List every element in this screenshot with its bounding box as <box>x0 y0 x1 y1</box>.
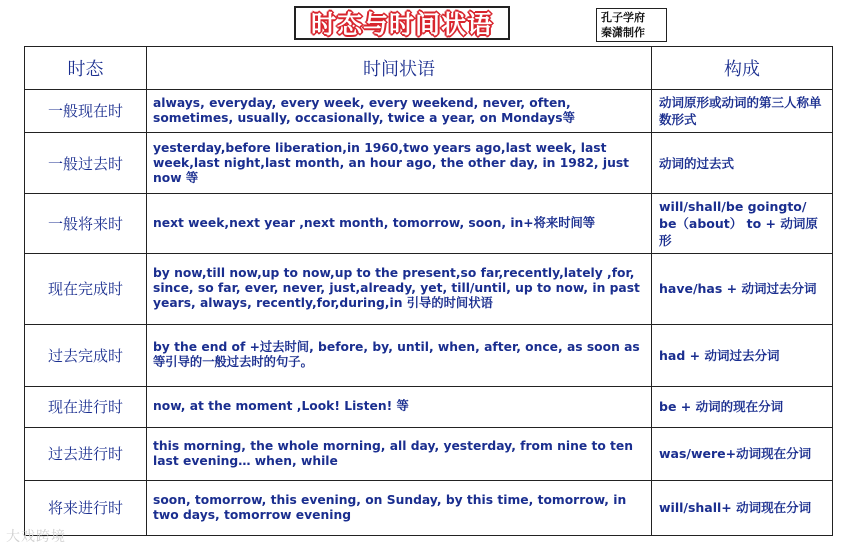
adverbial-cell: by now,till now,up to now,up to the present,so far,recently,lately ,for, since, so far, ever, never, just,already, yet, till/until, up to now, in past years, always, recently,for,during,in 引导的时间状语 <box>147 253 652 325</box>
adverbial-cell: now, at the moment ,Look! Listen! 等 <box>147 386 652 427</box>
page-title: 时态与时间状语 <box>310 10 493 39</box>
adverbial-cell: soon, tomorrow, this evening, on Sunday, by this time, tomorrow, in two days, tomorrow evening <box>147 480 652 535</box>
formation-cell: will/shall/be goingto/ be（about） to + 动词原形 <box>652 194 833 253</box>
header-tense: 时态 <box>25 47 147 90</box>
table-row <box>25 90 833 133</box>
table-header-row <box>25 47 833 90</box>
table-row <box>25 325 833 386</box>
formation-cell: be + 动词的现在分词 <box>652 386 833 427</box>
tense-cell: 一般过去时 <box>25 132 147 193</box>
adverbial-cell: by the end of +过去时间, before, by, until, when, after, once, as soon as 等引导的一般过去时的句子。 <box>147 325 652 386</box>
tense-table <box>24 46 833 536</box>
table-row <box>25 427 833 480</box>
formation-cell: have/has + 动词过去分词 <box>652 253 833 325</box>
formation-cell: 动词原形或动词的第三人称单数形式 <box>652 90 833 133</box>
header-formation: 构成 <box>652 47 833 90</box>
formation-cell: will/shall+ 动词现在分词 <box>652 480 833 535</box>
formation-cell: 动词的过去式 <box>652 132 833 193</box>
credit-box <box>596 8 667 42</box>
watermark: 大戏跨境 <box>6 529 66 545</box>
adverbial-cell: always, everyday, every week, every weekend, never, often, sometimes, usually, occasionally, twice a year, on Mondays等 <box>147 90 652 133</box>
adverbial-cell: this morning, the whole morning, all day, yesterday, from nine to ten last evening… when, while <box>147 427 652 480</box>
adverbial-cell: next week,next year ,next month, tomorrow, soon, in+将来时间等 <box>147 194 652 253</box>
credit-line-1: 孔子学府 <box>601 11 645 24</box>
credit-line-2: 秦潇制作 <box>601 26 645 39</box>
formation-cell: had + 动词过去分词 <box>652 325 833 386</box>
formation-cell: was/were+动词现在分词 <box>652 427 833 480</box>
header-adverbials: 时间状语 <box>147 47 652 90</box>
table-row <box>25 480 833 535</box>
tense-cell: 现在进行时 <box>25 386 147 427</box>
page-title-box <box>294 6 510 40</box>
table-row <box>25 386 833 427</box>
tense-cell: 过去完成时 <box>25 325 147 386</box>
table-row <box>25 253 833 325</box>
adverbial-cell: yesterday,before liberation,in 1960,two years ago,last week, last week,last night,last month, an hour ago, the other day, in 1982, just now 等 <box>147 132 652 193</box>
table-row <box>25 132 833 193</box>
table-row <box>25 194 833 253</box>
tense-cell: 一般将来时 <box>25 194 147 253</box>
tense-cell: 过去进行时 <box>25 427 147 480</box>
tense-cell: 将来进行时 <box>25 480 147 535</box>
tense-cell: 现在完成时 <box>25 253 147 325</box>
tense-cell: 一般现在时 <box>25 90 147 133</box>
